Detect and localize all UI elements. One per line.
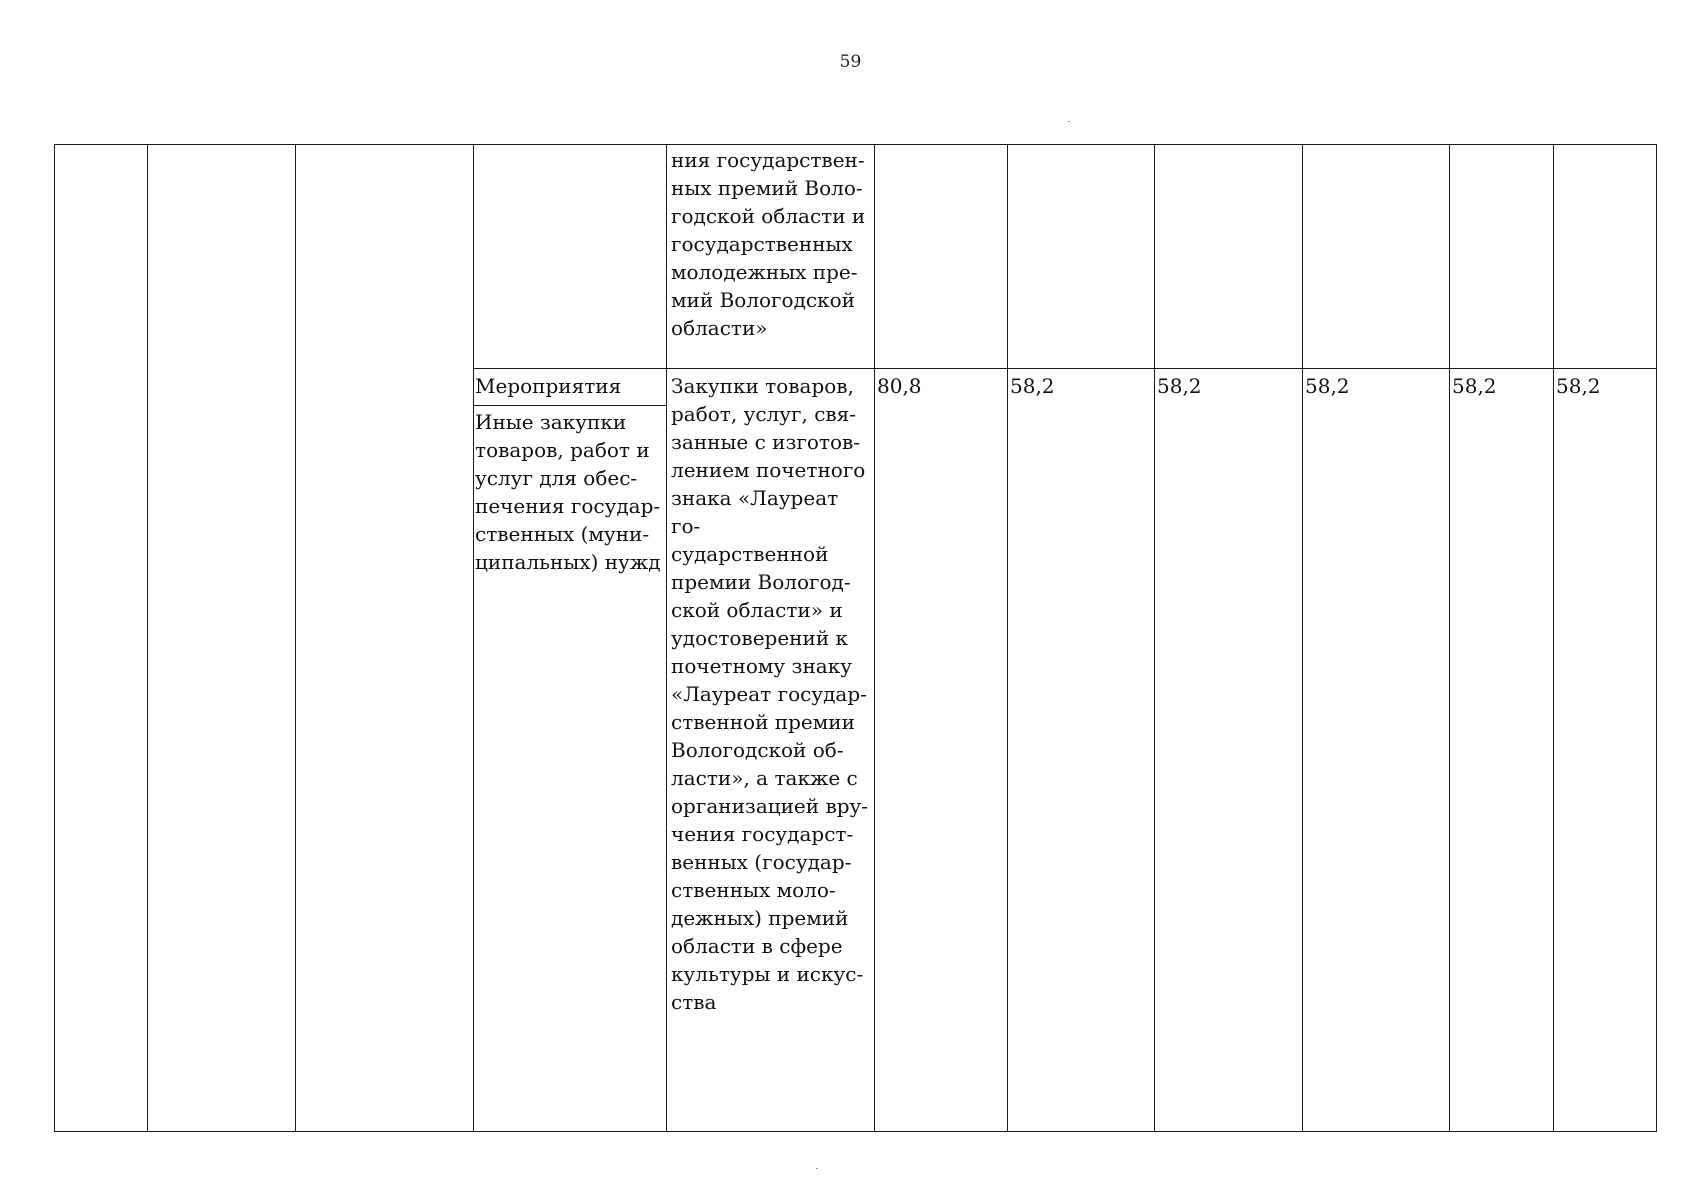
page-number: 59 [839,52,862,72]
expense-type-cell: Иные закупки товаров, работ и услуг для обес- печения государ- ственных (муни- ципальных) нужд [475,410,661,574]
scan-speck [1068,121,1070,122]
column-divider [295,144,296,1132]
row-divider [473,405,666,406]
table-border-bottom [54,1131,1657,1132]
row-divider [473,368,1657,369]
value-cell-3: 58,2 [1157,374,1202,398]
table-border-top [54,144,1657,145]
column-divider [1449,144,1450,1132]
value-cell-6: 58,2 [1556,374,1601,398]
value-cell-1: 80,8 [877,374,922,398]
column-divider [147,144,148,1132]
column-divider [1553,144,1554,1132]
result-description-continued: ния государствен- ных премий Воло- годской области и государственных молодежных пре- мий Вологодской области» [671,148,866,340]
column-divider [666,144,667,1132]
column-divider [1302,144,1303,1132]
column-divider [1007,144,1008,1132]
value-cell-5: 58,2 [1452,374,1497,398]
value-cell-2: 58,2 [1010,374,1055,398]
description-cell: Закупки товаров, работ, услуг, свя- занные с изготов- лением почетного знака «Лауреат го- сударственной премии Вологод- ской области» и удостоверений к почетному знаку «Лауреат государ- ственной премии Вологодской об- ласти», а также с организацией вру- чения государст- венных (государ- ственных моло- дежных) премий области в сфере культуры и искус- ства [671,374,869,1014]
category-cell: Мероприятия [475,374,622,398]
budget-table [54,144,1657,1132]
column-divider [473,144,474,1132]
column-divider [1154,144,1155,1132]
value-cell-4: 58,2 [1305,374,1350,398]
table-border-left [54,144,55,1132]
column-divider [874,144,875,1132]
table-border-right [1656,144,1657,1132]
scan-speck [816,1168,818,1169]
